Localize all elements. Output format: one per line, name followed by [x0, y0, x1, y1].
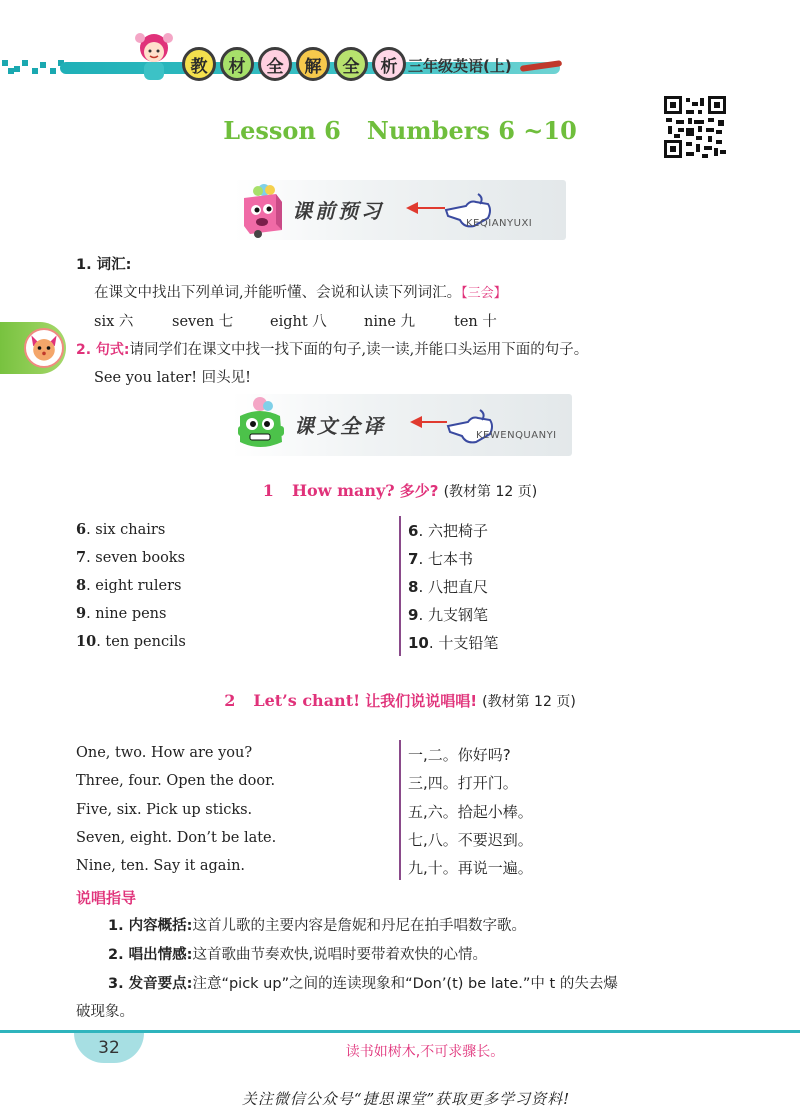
fox-face-icon: [24, 328, 64, 368]
vocab-item: nine 九: [364, 314, 416, 330]
footer-motto: 读书如树木,不可求骤长。: [345, 1044, 505, 1060]
part-number: 1: [262, 481, 274, 500]
chant-english-line: Three, four. Open the door.: [76, 773, 276, 789]
textbook-reference: (教材第 12 页): [443, 484, 538, 500]
part-title-cn: 多少?: [399, 482, 439, 500]
series-char: 解: [296, 47, 330, 81]
vocab-item: six 六: [94, 314, 134, 330]
banner-pinyin: KEWENQUANYI: [476, 430, 557, 441]
part2-heading: [0, 690, 800, 711]
chant-chinese-line: 九,十。再说一遍。: [408, 859, 533, 877]
vocab-intro: 在课文中找出下列单词,并能听懂、会说和认读下列词汇。【三会】: [94, 285, 507, 301]
column-divider: [399, 516, 401, 656]
guide-heading: 说唱指导: [76, 889, 137, 907]
handwritten-watermark: 关注微信公众号“捷思课堂”获取更多学习资料!: [241, 1090, 571, 1108]
part-title-cn: 让我们说说唱唱!: [365, 692, 478, 710]
sentence-intro: 请同学们在课文中找一找下面的句子,读一读,并能口头运用下面的句子。: [129, 342, 589, 358]
book-series-title: [182, 47, 406, 81]
series-char: 析: [372, 47, 406, 81]
english-line: 6. six chairs: [76, 521, 166, 538]
banner-title: 课前预习: [292, 199, 384, 223]
chant-english-line: Seven, eight. Don’t be late.: [76, 830, 277, 846]
sentence-example: See you later! 回头见!: [94, 370, 251, 386]
column-divider: [399, 740, 401, 880]
translation-banner: [232, 394, 572, 456]
cube-mascot-icon: [236, 182, 290, 238]
guide-item: 3. 发音要点:注意“pick up”之间的连读现象和“Don’(t) be late.”中 t 的失去爆: [108, 976, 618, 992]
chant-english-line: Five, six. Pick up sticks.: [76, 802, 253, 818]
english-line: 9. nine pens: [76, 605, 167, 622]
lesson-number: Lesson 6: [223, 116, 341, 145]
chant-english-line: Nine, ten. Say it again.: [76, 858, 246, 874]
english-line: 8. eight rulers: [76, 577, 182, 594]
chinese-line: 9. 九支钢笔: [408, 606, 488, 624]
chant-chinese-line: 三,四。打开门。: [408, 774, 518, 792]
lesson-topic: Numbers 6 ~10: [366, 116, 577, 145]
chinese-line: 6. 六把椅子: [408, 522, 488, 540]
part1-heading: [0, 480, 800, 501]
page-number: 32: [74, 1033, 144, 1063]
guide-continuation: 破现象。: [76, 1004, 134, 1020]
cartoon-girl-icon: [130, 30, 178, 88]
chant-chinese-line: 一,二。你好吗?: [408, 746, 511, 764]
english-line: 7. seven books: [76, 549, 186, 566]
sanhui-tag: 【三会】: [461, 286, 507, 301]
part-title-en: Let’s chant!: [253, 691, 361, 710]
page-header: [0, 0, 800, 95]
monster-mascot-icon: [234, 396, 288, 452]
vocab-item: eight 八: [270, 314, 327, 330]
series-char: 全: [258, 47, 292, 81]
series-char: 材: [220, 47, 254, 81]
sentence-label: 2. 句式:: [76, 342, 130, 358]
vocab-label: 1. 词汇:: [76, 257, 132, 273]
banner-pinyin: KEQIANYUXI: [466, 218, 533, 229]
lesson-title: [0, 116, 800, 145]
chinese-line: 8. 八把直尺: [408, 578, 488, 596]
part-title-en: How many?: [291, 481, 395, 500]
english-line: 10. ten pencils: [76, 633, 186, 650]
pointing-hand-icon: [446, 406, 496, 450]
side-tab: [0, 322, 66, 374]
series-char: 教: [182, 47, 216, 81]
preview-banner: [234, 180, 566, 240]
vocab-item: seven 七: [172, 314, 234, 330]
guide-item: 2. 唱出情感:这首歌曲节奏欢快,说唱时要带着欢快的心情。: [108, 947, 488, 963]
chant-chinese-line: 五,六。拾起小棒。: [408, 803, 533, 821]
grade-label: 三年级英语(上): [408, 57, 512, 75]
chinese-line: 7. 七本书: [408, 550, 473, 568]
part-number: 2: [224, 691, 236, 710]
vocab-item: ten 十: [454, 314, 497, 330]
textbook-reference: (教材第 12 页): [482, 694, 576, 710]
banner-title: 课文全译: [294, 414, 386, 438]
chant-english-line: One, two. How are you?: [76, 745, 253, 761]
chinese-line: 10. 十支铅笔: [408, 634, 499, 652]
series-char: 全: [334, 47, 368, 81]
sentence-section: [76, 338, 588, 359]
guide-item: 1. 内容概括:这首儿歌的主要内容是詹妮和丹尼在拍手唱数字歌。: [108, 918, 526, 934]
chant-chinese-line: 七,八。不要迟到。: [408, 831, 533, 849]
